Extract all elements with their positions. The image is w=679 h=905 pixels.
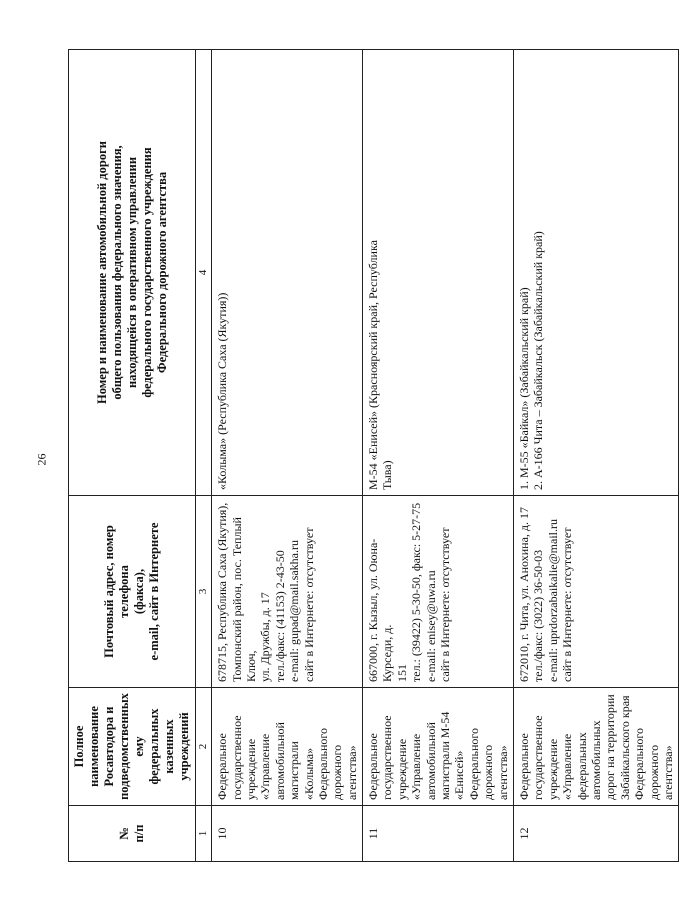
column-number: 1 — [196, 806, 212, 862]
page-number: 26 — [34, 453, 49, 466]
table-row — [514, 50, 679, 862]
institution-name: Федеральное государственное учреждение «Управление федеральных автомобильных дорог на территории Забайкальского края Федерального дорожного агентства» — [514, 688, 679, 806]
table-container — [68, 50, 675, 862]
column-number-row — [196, 50, 212, 862]
column-number: 3 — [196, 496, 212, 688]
roads-table — [68, 49, 679, 862]
institution-name: Федеральное государственное учреждение «Управление автомобильной магистрали «Колыма» Федерального дорожного агентства» — [212, 688, 363, 806]
column-number: 2 — [196, 688, 212, 806]
row-number: 11 — [363, 806, 514, 862]
row-number: 12 — [514, 806, 679, 862]
table-row — [212, 50, 363, 862]
table-row — [363, 50, 514, 862]
header-contact: Почтовый адрес, номер телефона (факса), e-mail, сайт в Интернете — [69, 496, 196, 688]
header-roads: Номер и наименование автомобильной дороги общего пользования федерального значения, находящейся в оперативном управлении федерального государственного учреждения Федерального дорожного агентства — [69, 50, 196, 496]
contact-info: 678715, Республика Саха (Якутия), Томпонский район, пос. Теплый Ключ, ул. Дружбы, д. 17 тел./факс: (41153) 2-43-50 e-mail: gupad@mail.sakha.ru сайт в Интернете: отсутствует — [212, 496, 363, 688]
column-number: 4 — [196, 50, 212, 496]
header-name: Полное наименование Росавтодора и подведомственных ему федеральных казенных учреждений — [69, 688, 196, 806]
header-number: № п/п — [69, 806, 196, 862]
header-row — [69, 50, 196, 862]
institution-name: Федеральное государственное учреждение «Управление автомобильной магистрали М-54 «Енисей» Федерального дорожного агентства» — [363, 688, 514, 806]
contact-info: 672010, г. Чита, ул. Анохина, д. 17 тел./факс: (3022) 36-50-03 e-mail: uprdorzabaikalie@mail.ru сайт в Интернете: отсутствует — [514, 496, 679, 688]
road-list: «Колыма» (Республика Саха (Якутия)) — [212, 50, 363, 496]
road-list: М-54 «Енисей» (Красноярский край, Республика Тыва) — [363, 50, 514, 496]
contact-info: 667000, г. Кызыл, ул. Оюна-Курседи, д. 151 тел.: (39422) 5-30-50, факс: 5-27-75 e-mail: enisey@uwa.ru сайт в Интернете: отсутствует — [363, 496, 514, 688]
road-list: 1. М-55 «Байкал» (Забайкальский край) 2. А-166 Чита – Забайкальск (Забайкальский край) — [514, 50, 679, 496]
row-number: 10 — [212, 806, 363, 862]
